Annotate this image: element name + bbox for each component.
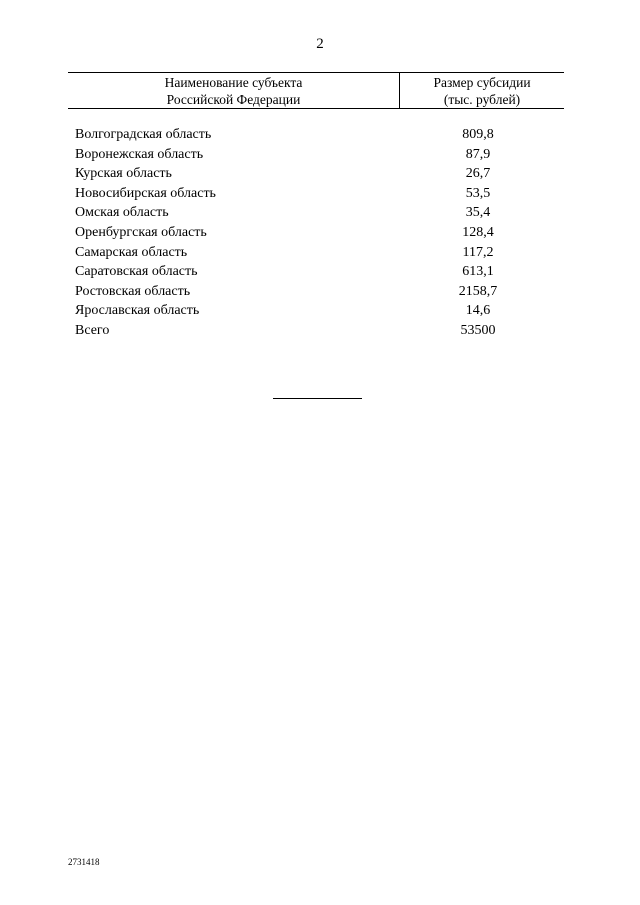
table-body (0, 125, 640, 341)
table-row (0, 184, 640, 204)
table-row (0, 203, 640, 223)
header-subject-line2: Российской Федерации (166, 92, 301, 107)
table-row (0, 243, 640, 263)
header-rule-top (68, 72, 564, 73)
row-subject-name: Ростовская область (75, 283, 191, 299)
end-of-document-rule (273, 398, 362, 399)
row-subsidy-value: 53,5 (465, 185, 491, 201)
table-row (0, 145, 640, 165)
row-subsidy-value: 14,6 (465, 303, 491, 319)
row-subsidy-value: 35,4 (465, 205, 491, 221)
row-subsidy-value: 128,4 (462, 224, 494, 240)
row-subject-name: Саратовская область (75, 264, 198, 280)
header-rule-bottom (68, 108, 564, 109)
row-subsidy-value: 2158,7 (458, 283, 498, 299)
row-subsidy-value: 26,7 (465, 166, 491, 182)
row-total-value: 53500 (460, 322, 496, 338)
header-size-line2: (тыс. рублей) (443, 92, 521, 107)
header-subject-line1: Наименование субъекта (164, 75, 303, 90)
row-subject-name: Воронежская область (75, 146, 204, 162)
row-subject-name: Омская область (75, 205, 169, 221)
row-subsidy-value: 613,1 (462, 264, 494, 280)
table-row (0, 125, 640, 145)
table-row-total (0, 321, 640, 341)
row-subject-name: Курская область (75, 166, 172, 182)
table-row (0, 262, 640, 282)
page-number: 2 (316, 36, 324, 52)
header-cell-subject-name (68, 74, 399, 108)
row-subject-name: Волгоградская область (75, 127, 212, 142)
row-subsidy-value: 809,8 (462, 127, 494, 142)
table-row (0, 164, 640, 184)
table-header (68, 72, 564, 108)
table-row (0, 282, 640, 302)
row-subject-name: Оренбургская область (75, 224, 207, 240)
document-code: 2731418 (68, 857, 100, 867)
row-subject-name: Самарская область (75, 244, 188, 260)
table-row (0, 301, 640, 321)
header-size-line1: Размер субсидии (433, 75, 531, 90)
row-subsidy-value: 117,2 (462, 244, 494, 260)
row-subject-name: Ярославская область (75, 303, 200, 319)
row-subject-name: Новосибирская область (75, 185, 216, 201)
header-cell-subsidy-size (400, 74, 564, 108)
row-total-label: Всего (75, 322, 110, 338)
row-subsidy-value: 87,9 (465, 146, 491, 162)
table-row (0, 223, 640, 243)
